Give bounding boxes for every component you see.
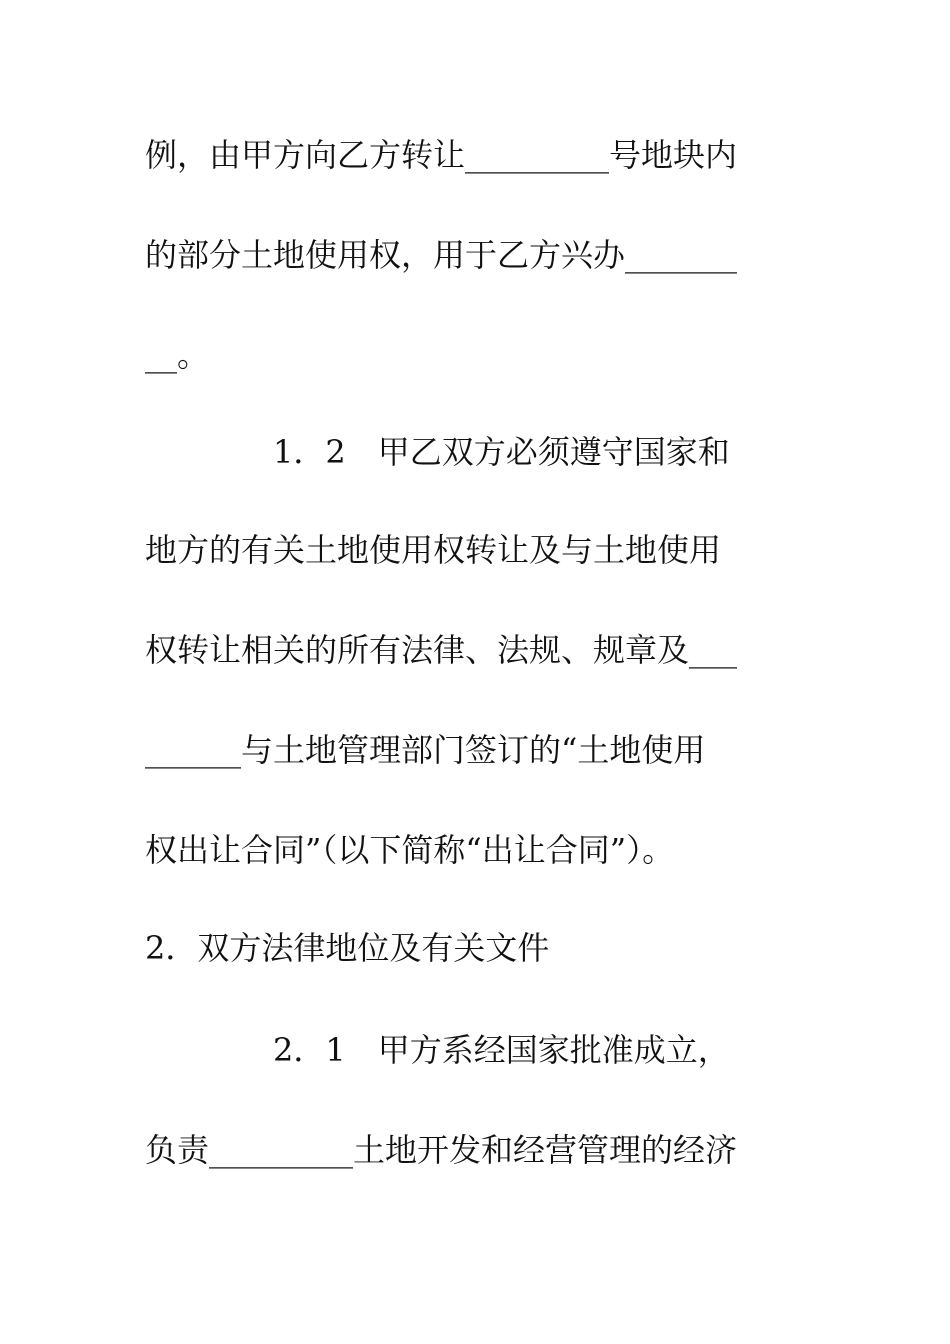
- text-line: __。: [145, 336, 210, 374]
- text-line: 2．1 甲方系经国家批准成立，: [145, 1031, 730, 1069]
- text-line: ______与土地管理部门签订的“土地使用: [145, 731, 706, 769]
- text-line: 权转让相关的所有法律、法规、规章及___: [145, 631, 738, 669]
- text-line: 例，由甲方向乙方转让_________号地块内: [145, 136, 738, 174]
- text-line: 的部分土地使用权，用于乙方兴办_______: [145, 236, 738, 274]
- text-line: 负责_________土地开发和经营管理的经济: [145, 1131, 738, 1169]
- section-heading: 2．双方法律地位及有关文件: [145, 929, 550, 967]
- text-line: 地方的有关土地使用权转让及与土地使用: [145, 531, 722, 569]
- text-line: 1．2 甲乙双方必须遵守国家和: [145, 433, 730, 471]
- text-line: 权出让合同”（以下简称“出让合同”）。: [145, 831, 675, 869]
